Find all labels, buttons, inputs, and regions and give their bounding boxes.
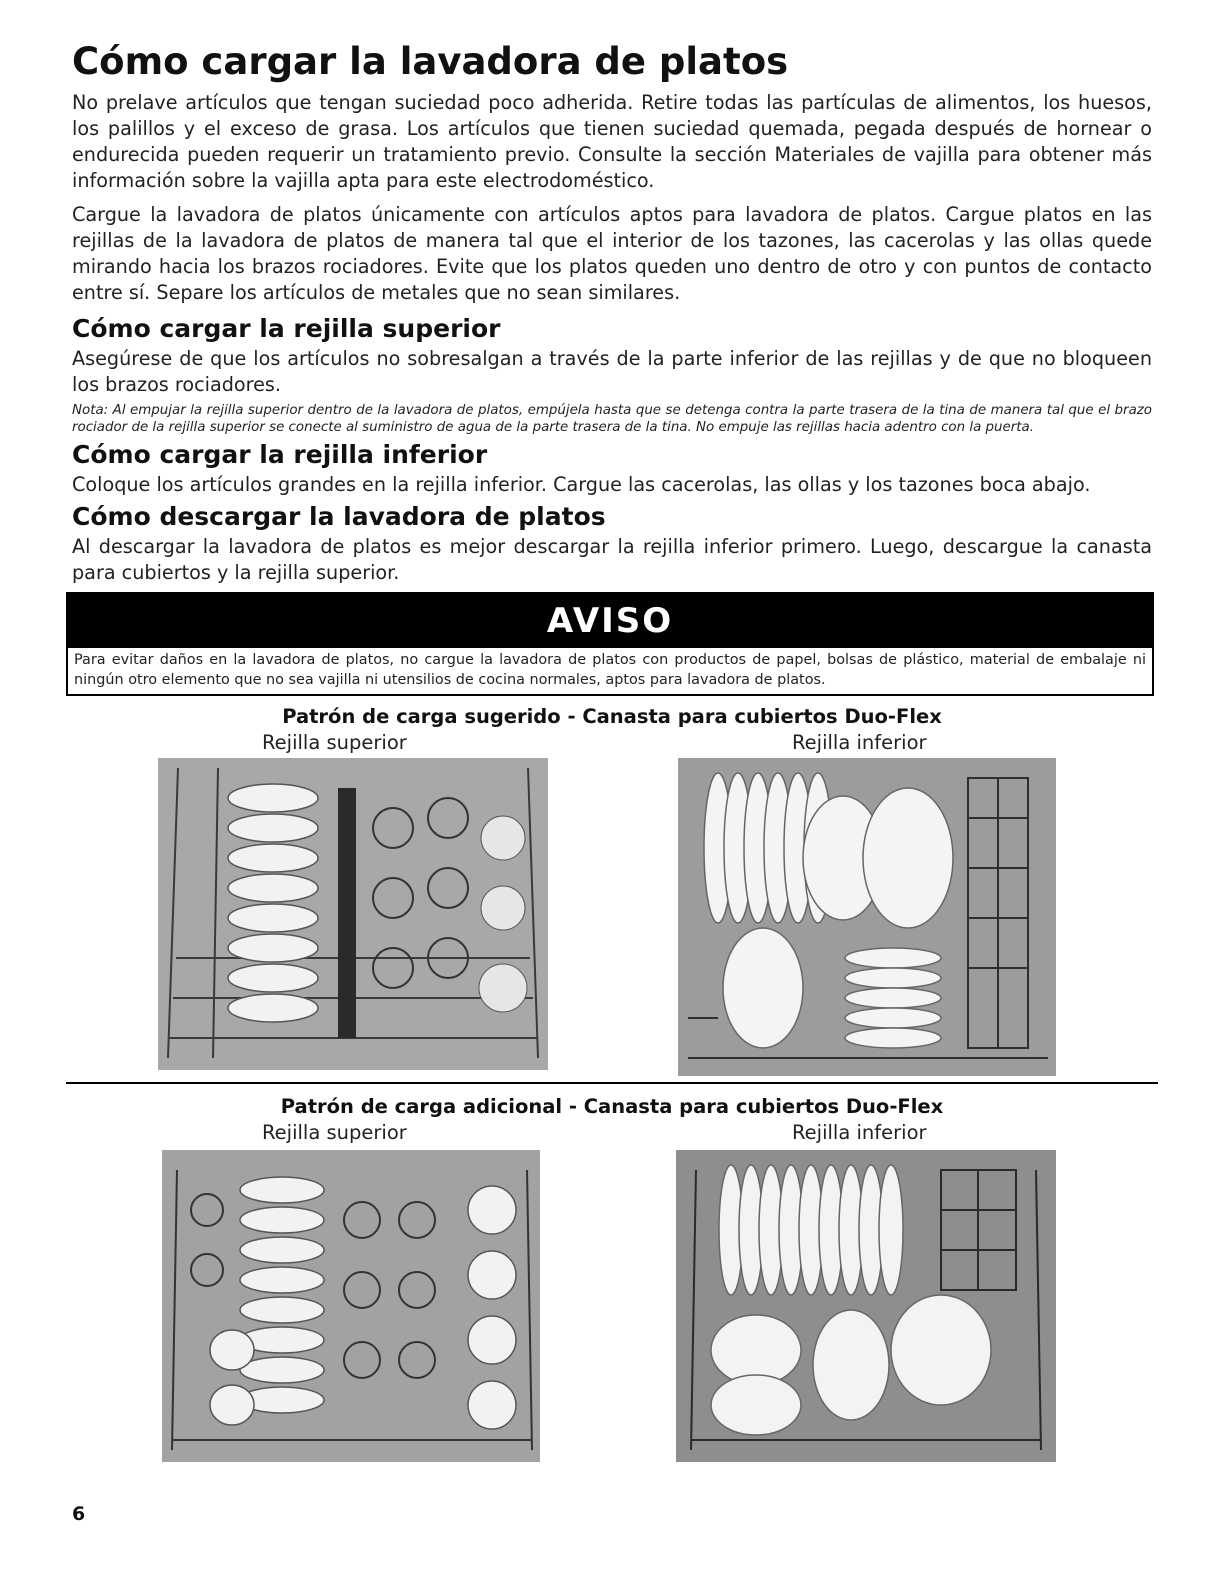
manual-page: [72, 40, 1152, 1464]
notice-text: Para evitar daños en la lavadora de platos, no cargue la lavadora de platos con productos de papel, bolsas de plástico, material de embalaje ni ningún otro elemento que no sea vajilla ni utensilios de cocina normales, aptos para lavadora de platos.: [74, 652, 1146, 688]
intro-paragraph-2: Cargue la lavadora de platos únicamente con artículos aptos para lavadora de platos. Cargue platos en las rejillas de la lavadora de platos de manera tal que el interior de los tazones, las cacerolas y las ollas quede mirando hacia los brazos rociadores. Evite que los platos queden uno dentro de otro y con puntos de contacto entre sí. Separe los artículos de metales que no sean similares.: [72, 203, 1152, 304]
suggested-pattern-labels: [72, 730, 1152, 758]
additional-pattern-photos: [72, 1148, 1152, 1464]
upper-rack-photo: [162, 1150, 540, 1462]
unload-heading: Cómo descargar la lavadora de platos: [72, 502, 606, 531]
upper-rack-heading: Cómo cargar la rejilla superior: [72, 314, 501, 343]
upper-rack-note: Nota: Al empujar la rejilla superior dentro de la lavadora de platos, empújela hasta que se detenga contra la parte trasera de la tina de manera tal que el brazo rociador de la rejilla superior se conecte al suministro de agua de la parte trasera de la tina. No empuje las rejillas hacia adentro con la puerta.: [72, 403, 1152, 435]
intro-paragraph-1: No prelave artículos que tengan suciedad poco adherida. Retire todas las partículas de alimentos, los huesos, los palillos y el exceso de grasa. Los artículos que tienen suciedad quemada, pegada después de hornear o endurecida pueden requerir un tratamiento previo. Consulte la sección Materiales de vajilla para obtener más información sobre la vajilla apta para este electrodoméstico.: [72, 91, 1152, 192]
notice-label: AVISO: [68, 594, 1152, 648]
lower-rack-photo: [678, 758, 1056, 1076]
additional-pattern-labels: [72, 1120, 1152, 1148]
lower-rack-label: Rejilla inferior: [792, 1121, 927, 1144]
upper-rack-photo: [158, 758, 548, 1070]
lower-rack-text: Coloque los artículos grandes en la rejilla inferior. Cargue las cacerolas, las ollas y los tazones boca abajo.: [72, 473, 1091, 496]
suggested-pattern-photos: [72, 758, 1152, 1076]
section-divider: [66, 1082, 1158, 1084]
page-title: Cómo cargar la lavadora de platos: [72, 40, 789, 83]
additional-pattern-title: Patrón de carga adicional - Canasta para cubiertos Duo-Flex: [280, 1095, 944, 1118]
upper-rack-text: Asegúrese de que los artículos no sobresalgan a través de la parte inferior de las rejillas y de que no bloqueen los brazos rociadores.: [72, 347, 1152, 396]
lower-rack-label: Rejilla inferior: [792, 731, 927, 754]
notice-box: [66, 592, 1154, 696]
suggested-pattern-title: Patrón de carga sugerido - Canasta para cubiertos Duo-Flex: [282, 705, 942, 728]
upper-rack-label: Rejilla superior: [262, 1121, 407, 1144]
lower-rack-photo: [676, 1150, 1056, 1462]
page-number: 6: [72, 1503, 86, 1525]
lower-rack-heading: Cómo cargar la rejilla inferior: [72, 440, 488, 469]
unload-text: Al descargar la lavadora de platos es mejor descargar la rejilla inferior primero. Luego, descargue la canasta para cubiertos y la rejilla superior.: [72, 535, 1152, 584]
upper-rack-label: Rejilla superior: [262, 731, 407, 754]
